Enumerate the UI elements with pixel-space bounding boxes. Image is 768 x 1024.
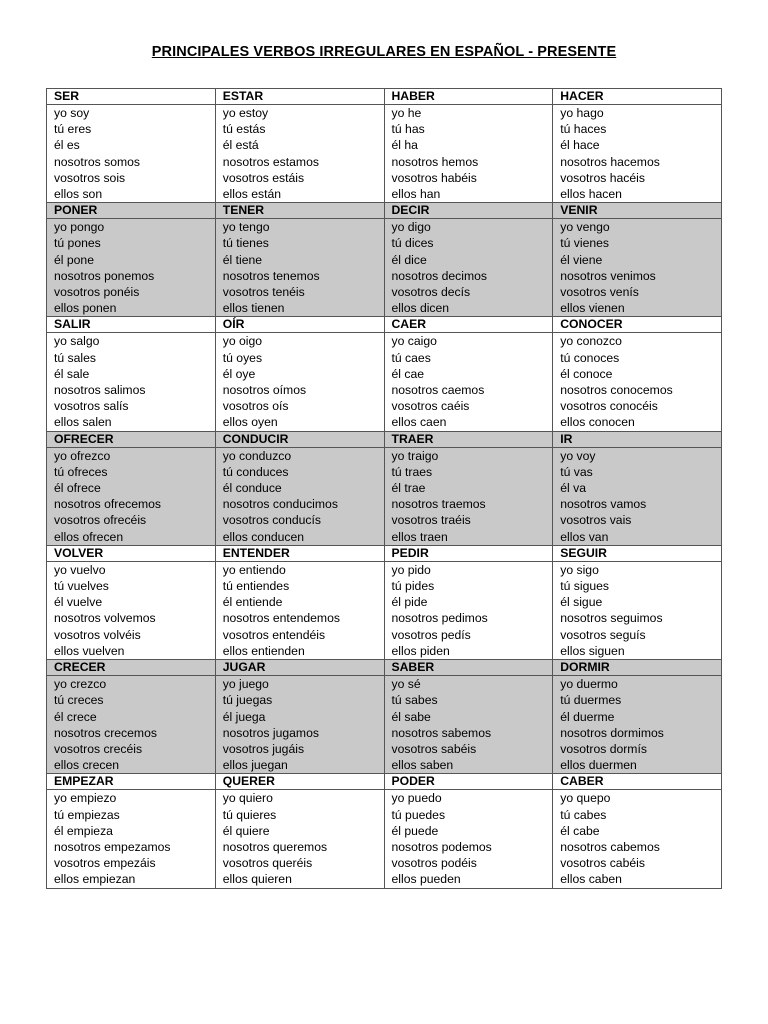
conjugation-cell (215, 447, 384, 545)
conjugation-form: tú pides (391, 579, 435, 594)
verb-name-cell: CONDUCIR (215, 431, 384, 447)
conjugation-form: él dice (391, 252, 427, 267)
conjugation-cell (384, 790, 553, 888)
conjugation-form: ellos piden (391, 643, 450, 658)
conjugation-form: ellos conocen (560, 415, 635, 430)
conjugation-form: yo sé (391, 677, 421, 692)
verb-name-cell: HACER (553, 89, 722, 105)
conjugation-form: ellos crecen (54, 758, 120, 773)
conjugation-form: yo estoy (222, 106, 269, 120)
verb-name-cell: VOLVER (47, 545, 216, 561)
conjugation-form: él viene (560, 252, 603, 267)
verb-name-cell: HABER (384, 89, 553, 105)
conjugation-cell (47, 790, 216, 888)
conjugation-form: ellos quieren (222, 872, 292, 887)
conjugation-form: él puede (391, 823, 439, 838)
conjugation-form: él es (54, 138, 80, 153)
verb-header-row (47, 774, 722, 790)
conjugation-cell (215, 105, 384, 203)
conjugation-form: él va (560, 481, 586, 496)
conjugation-form: nosotros entendemos (222, 611, 340, 626)
conjugation-form: ellos vuelven (54, 643, 125, 658)
conjugation-form: yo digo (391, 220, 431, 235)
conjugation-form: tú puedes (391, 807, 446, 822)
conjugation-form: yo crezco (54, 677, 107, 692)
conjugation-form: él ofrece (54, 481, 101, 496)
conjugation-form: yo duermo (560, 677, 618, 692)
verb-name-cell: JUGAR (215, 660, 384, 676)
conjugation-cell (215, 790, 384, 888)
conjugation-form: vosotros ponéis (54, 285, 140, 300)
conjugation-form: vosotros hacéis (560, 170, 645, 185)
conjugation-form: yo quepo (560, 791, 611, 806)
conjugation-form: ellos juegan (222, 758, 288, 773)
conjugation-form: nosotros queremos (222, 839, 328, 854)
conjugation-form: ellos están (222, 187, 282, 202)
conjugation-form: él cabe (560, 823, 600, 838)
verb-header-row (47, 89, 722, 105)
conjugation-form: él pone (54, 252, 94, 267)
conjugation-form: nosotros venimos (560, 268, 656, 283)
conjugation-cell (384, 561, 553, 659)
conjugation-cell (384, 105, 553, 203)
conjugation-form: vosotros caéis (391, 399, 470, 414)
conjugation-form: yo he (391, 106, 422, 120)
verb-header-row (47, 660, 722, 676)
conjugation-row (47, 333, 722, 431)
conjugation-form: vosotros podéis (391, 856, 477, 871)
conjugation-form: tú quieres (222, 807, 277, 822)
verb-name-cell: CRECER (47, 660, 216, 676)
conjugation-form: ellos entienden (222, 643, 305, 658)
conjugation-form: nosotros podemos (391, 839, 492, 854)
conjugation-form: tú juegas (222, 693, 273, 708)
conjugation-form: nosotros ponemos (54, 268, 155, 283)
conjugation-form: yo oigo (222, 334, 263, 349)
verb-header-row (47, 317, 722, 333)
verb-name-cell: QUERER (215, 774, 384, 790)
conjugation-form: él tiene (222, 252, 263, 267)
verb-name-cell: CABER (553, 774, 722, 790)
conjugation-cell (47, 333, 216, 431)
conjugation-form: vosotros decís (391, 285, 471, 300)
verb-name-cell: PONER (47, 203, 216, 219)
conjugation-form: nosotros volvemos (54, 611, 156, 626)
conjugation-cell (215, 561, 384, 659)
conjugation-form: tú caes (391, 350, 431, 365)
conjugation-form: yo vuelvo (54, 562, 106, 577)
conjugation-form: nosotros ofrecemos (54, 497, 162, 512)
verb-name-cell: SEGUIR (553, 545, 722, 561)
conjugation-form: tú vuelves (54, 579, 109, 594)
conjugation-form: tú creces (54, 693, 104, 708)
conjugation-form: vosotros sabéis (391, 741, 477, 756)
conjugation-form: ellos han (391, 187, 441, 202)
conjugation-form: vosotros conocéis (560, 399, 658, 414)
conjugation-form: yo voy (560, 448, 596, 463)
conjugation-form: él sigue (560, 595, 603, 610)
conjugation-form: nosotros estamos (222, 154, 319, 169)
conjugation-form: tú cabes (560, 807, 607, 822)
conjugation-form: ellos ponen (54, 301, 117, 316)
conjugation-form: vosotros estáis (222, 170, 305, 185)
verb-name-cell: DORMIR (553, 660, 722, 676)
conjugation-form: nosotros seguimos (560, 611, 663, 626)
verb-table-body (47, 89, 722, 889)
conjugation-cell (553, 105, 722, 203)
conjugation-form: yo caigo (391, 334, 437, 349)
conjugation-form: ellos van (560, 529, 609, 544)
conjugation-form: yo quiero (222, 791, 273, 806)
conjugation-form: tú ofreces (54, 464, 108, 479)
conjugation-form: vosotros conducís (222, 513, 321, 528)
conjugation-form: él duerme (560, 709, 615, 724)
conjugation-form: yo salgo (54, 334, 100, 349)
conjugation-row (47, 447, 722, 545)
conjugation-form: ellos caben (560, 872, 622, 887)
conjugation-form: yo traigo (391, 448, 439, 463)
conjugation-form: tú traes (391, 464, 433, 479)
conjugation-cell (215, 219, 384, 317)
conjugation-form: él entiende (222, 595, 283, 610)
conjugation-form: vosotros entendéis (222, 627, 326, 642)
conjugation-form: vosotros queréis (222, 856, 313, 871)
conjugation-cell (47, 676, 216, 774)
verb-table (46, 88, 722, 889)
verb-name-cell: TRAER (384, 431, 553, 447)
conjugation-form: él oye (222, 366, 256, 381)
conjugation-row (47, 561, 722, 659)
conjugation-form: tú estás (222, 122, 266, 137)
conjugation-form: yo hago (560, 106, 604, 120)
conjugation-form: él juega (222, 709, 266, 724)
conjugation-form: vosotros tenéis (222, 285, 305, 300)
conjugation-row (47, 105, 722, 203)
conjugation-form: nosotros decimos (391, 268, 488, 283)
verb-header-row (47, 431, 722, 447)
conjugation-form: yo vengo (560, 220, 610, 235)
conjugation-cell (384, 676, 553, 774)
conjugation-form: vosotros ofrecéis (54, 513, 147, 528)
conjugation-form: vosotros pedís (391, 627, 471, 642)
conjugation-form: él crece (54, 709, 97, 724)
conjugation-form: ellos son (54, 187, 103, 202)
verb-name-cell: OÍR (215, 317, 384, 333)
conjugation-form: tú conduces (222, 464, 289, 479)
conjugation-form: vosotros jugáis (222, 741, 305, 756)
conjugation-row (47, 219, 722, 317)
conjugation-form: él trae (391, 481, 426, 496)
conjugation-form: ellos pueden (391, 872, 461, 887)
conjugation-form: yo entiendo (222, 562, 286, 577)
conjugation-form: vosotros oís (222, 399, 289, 414)
verb-name-cell: CONOCER (553, 317, 722, 333)
verb-name-cell: PODER (384, 774, 553, 790)
conjugation-cell (553, 333, 722, 431)
conjugation-form: él está (222, 138, 259, 153)
conjugation-form: él sale (54, 366, 90, 381)
verb-name-cell: ESTAR (215, 89, 384, 105)
conjugation-cell (384, 219, 553, 317)
conjugation-form: tú duermes (560, 693, 622, 708)
conjugation-cell (384, 447, 553, 545)
conjugation-form: tú haces (560, 122, 607, 137)
conjugation-form: vosotros dormís (560, 741, 647, 756)
conjugation-row (47, 676, 722, 774)
conjugation-form: yo sigo (560, 562, 599, 577)
conjugation-form: tú sabes (391, 693, 438, 708)
verb-name-cell: VENIR (553, 203, 722, 219)
conjugation-cell (384, 333, 553, 431)
conjugation-form: él vuelve (54, 595, 103, 610)
conjugation-form: tú pones (54, 236, 101, 251)
conjugation-cell (47, 447, 216, 545)
conjugation-form: yo ofrezco (54, 448, 111, 463)
conjugation-form: yo tengo (222, 220, 270, 235)
conjugation-form: ellos salen (54, 415, 112, 430)
conjugation-form: ellos tienen (222, 301, 285, 316)
conjugation-form: ellos oyen (222, 415, 278, 430)
conjugation-form: vosotros venís (560, 285, 639, 300)
conjugation-form: él conoce (560, 366, 613, 381)
conjugation-form: él pide (391, 595, 428, 610)
conjugation-form: nosotros somos (54, 154, 141, 169)
conjugation-cell (47, 105, 216, 203)
conjugation-form: nosotros conducimos (222, 497, 338, 512)
conjugation-cell (553, 219, 722, 317)
conjugation-form: tú vienes (560, 236, 610, 251)
conjugation-form: vosotros sois (54, 170, 126, 185)
conjugation-form: tú sigues (560, 579, 610, 594)
conjugation-form: ellos siguen (560, 643, 625, 658)
verb-name-cell: TENER (215, 203, 384, 219)
conjugation-cell (47, 561, 216, 659)
verb-name-cell: EMPEZAR (47, 774, 216, 790)
conjugation-form: tú eres (54, 122, 92, 137)
conjugation-cell (553, 447, 722, 545)
conjugation-row (47, 790, 722, 888)
conjugation-form: yo pongo (54, 220, 105, 235)
conjugation-form: yo puedo (391, 791, 442, 806)
conjugation-form: nosotros jugamos (222, 725, 319, 740)
conjugation-form: él hace (560, 138, 600, 153)
conjugation-form: ellos caen (391, 415, 447, 430)
conjugation-form: nosotros vamos (560, 497, 647, 512)
conjugation-form: él cae (391, 366, 425, 381)
conjugation-form: yo soy (54, 106, 90, 120)
conjugation-form: nosotros conocemos (560, 383, 673, 398)
conjugation-form: vosotros seguís (560, 627, 646, 642)
conjugation-form: tú dices (391, 236, 434, 251)
conjugation-form: tú tienes (222, 236, 269, 251)
conjugation-form: ellos ofrecen (54, 529, 124, 544)
verb-name-cell: ENTENDER (215, 545, 384, 561)
conjugation-form: nosotros oímos (222, 383, 307, 398)
verb-name-cell: PEDIR (384, 545, 553, 561)
verb-header-row (47, 203, 722, 219)
conjugation-form: él ha (391, 138, 418, 153)
conjugation-form: ellos traen (391, 529, 448, 544)
conjugation-form: yo juego (222, 677, 269, 692)
verb-name-cell: SALIR (47, 317, 216, 333)
conjugation-form: vosotros crecéis (54, 741, 143, 756)
conjugation-form: tú entiendes (222, 579, 290, 594)
conjugation-form: vosotros volvéis (54, 627, 141, 642)
conjugation-form: tú empiezas (54, 807, 120, 822)
verb-name-cell: SER (47, 89, 216, 105)
conjugation-cell (215, 333, 384, 431)
conjugation-form: él quiere (222, 823, 270, 838)
conjugation-form: tú vas (560, 464, 593, 479)
verb-name-cell: DECIR (384, 203, 553, 219)
conjugation-form: ellos vienen (560, 301, 625, 316)
conjugation-form: nosotros traemos (391, 497, 486, 512)
conjugation-form: vosotros salís (54, 399, 129, 414)
conjugation-form: nosotros dormimos (560, 725, 664, 740)
verb-name-cell: SABER (384, 660, 553, 676)
conjugation-form: él sabe (391, 709, 431, 724)
conjugation-form: nosotros salimos (54, 383, 146, 398)
conjugation-form: nosotros hemos (391, 154, 479, 169)
conjugation-form: ellos duermen (560, 758, 637, 773)
conjugation-form: tú conoces (560, 350, 620, 365)
conjugation-form: vosotros cabéis (560, 856, 645, 871)
verb-name-cell: IR (553, 431, 722, 447)
conjugation-form: nosotros cabemos (560, 839, 660, 854)
conjugation-form: yo empiezo (54, 791, 117, 806)
conjugation-cell (47, 219, 216, 317)
conjugation-form: él empieza (54, 823, 113, 838)
conjugation-form: nosotros hacemos (560, 154, 660, 169)
conjugation-cell (553, 790, 722, 888)
conjugation-form: vosotros habéis (391, 170, 477, 185)
conjugation-form: yo conduzco (222, 448, 292, 463)
conjugation-form: tú sales (54, 350, 97, 365)
conjugation-form: ellos empiezan (54, 872, 136, 887)
conjugation-form: vosotros traéis (391, 513, 471, 528)
conjugation-form: vosotros vais (560, 513, 632, 528)
conjugation-form: tú has (391, 122, 425, 137)
conjugation-cell (553, 561, 722, 659)
conjugation-form: nosotros tenemos (222, 268, 320, 283)
conjugation-form: ellos dicen (391, 301, 450, 316)
conjugation-form: yo conozco (560, 334, 622, 349)
verb-name-cell: CAER (384, 317, 553, 333)
conjugation-form: nosotros sabemos (391, 725, 492, 740)
page-title: PRINCIPALES VERBOS IRREGULARES EN ESPAÑOL - PRESENTE (151, 44, 617, 60)
conjugation-form: ellos conducen (222, 529, 305, 544)
conjugation-form: nosotros caemos (391, 383, 485, 398)
verb-name-cell: OFRECER (47, 431, 216, 447)
conjugation-form: él conduce (222, 481, 282, 496)
conjugation-form: ellos hacen (560, 187, 622, 202)
conjugation-cell (553, 676, 722, 774)
conjugation-form: ellos saben (391, 758, 454, 773)
conjugation-form: nosotros crecemos (54, 725, 157, 740)
conjugation-form: yo pido (391, 562, 431, 577)
conjugation-form: tú oyes (222, 350, 263, 365)
conjugation-form: nosotros pedimos (391, 611, 488, 626)
conjugation-cell (215, 676, 384, 774)
conjugation-form: nosotros empezamos (54, 839, 171, 854)
conjugation-form: vosotros empezáis (54, 856, 156, 871)
verb-header-row (47, 545, 722, 561)
